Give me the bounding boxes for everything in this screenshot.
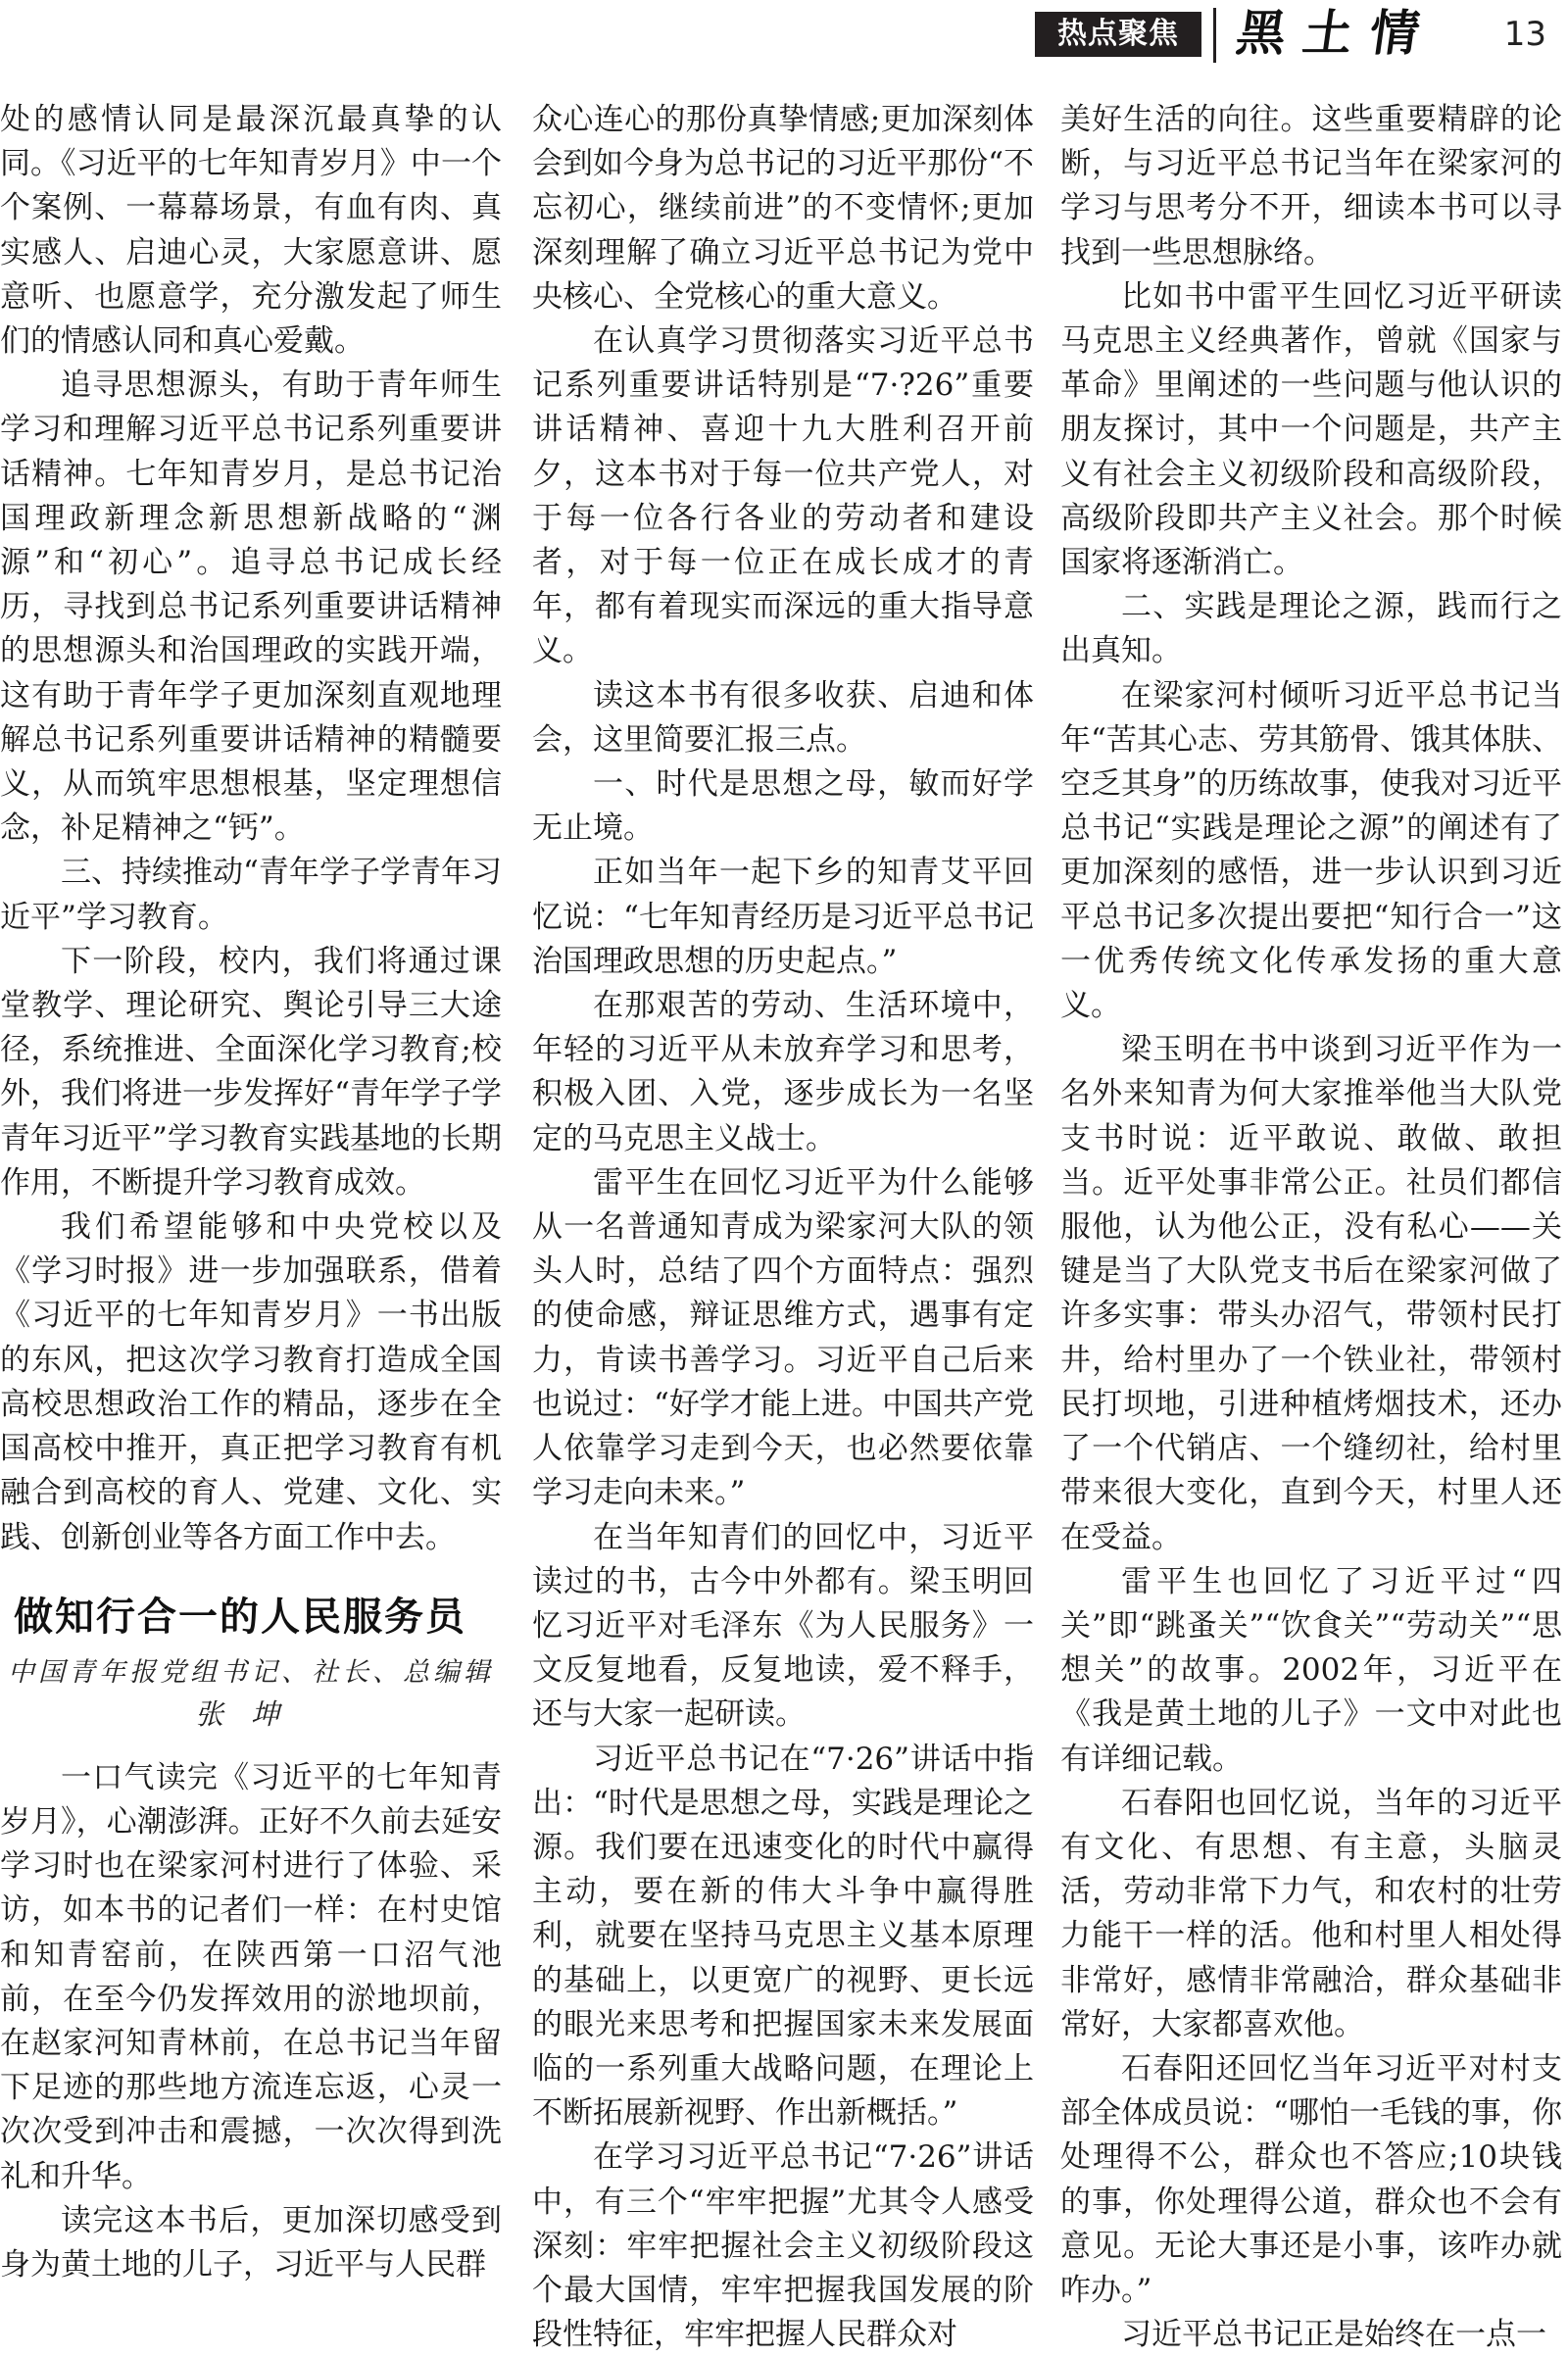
paragraph: 习近平总书记在“7·26”讲话中指出：“时代是思想之母，实践是理论之源。我们要在迅速变化的时代中赢得主动，要在新的伟大斗争中赢得胜利，就要在坚持马克思主义基本原理的基础上，以更宽广的视野、更长远的眼光来思考和把握国家未来发展面临的一系列重大战略问题，在理论上不断拓展新视野、作出新概括。” bbox=[532, 1741, 1034, 2132]
paragraph: 我们希望能够和中央党校以及《学习时报》进一步加强联系，借着《习近平的七年知青岁月》一书出版的东风，把这次学习教育打造成全国高校思想政治工作的精品，逐步在全国高校中推开，真正把学习教育有机融合到高校的育人、党建、文化、实践、创新创业等各方面工作中去。 bbox=[0, 1209, 502, 1555]
paragraph: 一、时代是思想之母，敏而好学无止境。 bbox=[532, 766, 1034, 847]
paragraph: 在当年知青们的回忆中，习近平读过的书，古今中外都有。梁玉明回忆习近平对毛泽东《为人民服务》一文反复地看，反复地读，爱不释手，还与大家一起研读。 bbox=[532, 1519, 1034, 1733]
column-2 bbox=[532, 98, 1034, 2357]
paragraph: 在梁家河村倾听习近平总书记当年“苦其心志、劳其筋骨、饿其体肤、空乏其身”的历练故事，使我对习近平总书记“实践是理论之源”的阐述有了更加深刻的感悟，进一步认识到习近平总书记多次提出要把“知行合一”这一优秀传统文化传承发扬的重大意义。 bbox=[1060, 677, 1562, 1024]
paragraph: 在那艰苦的劳动、生活环境中，年轻的习近平从未放弃学习和思考，积极入团、入党，逐步成长为一名坚定的马克思主义战士。 bbox=[532, 988, 1034, 1156]
page-number: 13 bbox=[1503, 15, 1546, 54]
column-1 bbox=[0, 98, 502, 2287]
paragraph: 石春阳也回忆说，当年的习近平有文化、有思想、有主意，头脑灵活，劳动非常下力气，和农村的壮劳力能干一样的活。他和村里人相处得非常好，感情非常融洽，群众基础非常好，大家都喜欢他。 bbox=[1060, 1785, 1562, 2042]
paragraph: 正如当年一起下乡的知青艾平回忆说：“七年知青经历是习近平总书记治国理政思想的历史起点。” bbox=[532, 855, 1034, 979]
paragraph: 在认真学习贯彻落实习近平总书记系列重要讲话特别是“7·?26”重要讲话精神、喜迎十九大胜利召开前夕，这本书对于每一位共产党人，对于每一位各行各业的劳动者和建设者，对于每一位正在成长成才的青年，都有着现实而深远的重大指导意义。 bbox=[532, 323, 1034, 669]
paragraph: 读完这本书后，更加深切感受到身为黄土地的儿子，习近平与人民群 bbox=[0, 2202, 502, 2283]
paragraph: 读这本书有很多收获、启迪和体会，这里简要汇报三点。 bbox=[532, 677, 1034, 758]
paragraph: 雷平生也回忆了习近平过“四关”即“跳蚤关”“饮食关”“劳动关”“思想关”的故事。2002年，习近平在《我是黄土地的儿子》一文中对此也有详细记载。 bbox=[1060, 1563, 1562, 1777]
paragraph: 三、持续推动“青年学子学青年习近平”学习教育。 bbox=[0, 855, 502, 935]
page-header bbox=[0, 0, 1568, 69]
author-title: 中国青年报党组书记、社长、总编辑 bbox=[8, 1656, 494, 1688]
paragraph: 众心连心的那份真挚情感;更加深刻体会到如今身为总书记的习近平那份“不忘初心，继续前进”的不变情怀;更加深刻理解了确立习近平总书记为党中央核心、全党核心的重大意义。 bbox=[532, 102, 1034, 315]
paragraph: 追寻思想源头，有助于青年师生学习和理解习近平总书记系列重要讲话精神。七年知青岁月，是总书记治国理政新理念新思想新战略的“渊源”和“初心”。追寻总书记成长经历，寻找到总书记系列重要讲话精神的思想源头和治国理政的实践开端，这有助于青年学子更加深刻直观地理解总书记系列重要讲话精神的精髓要义，从而筑牢思想根基，坚定理想信念，补足精神之“钙”。 bbox=[0, 368, 502, 847]
paragraph: 一口气读完《习近平的七年知青岁月》，心潮澎湃。正好不久前去延安学习时也在梁家河村进行了体验、采访，如本书的记者们一样：在村史馆和知青窑前，在陕西第一口沼气池前，在至今仍发挥效用的淤地坝前，在赵家河知青林前，在总书记当年留下足迹的那些地方流连忘返，心灵一次次受到冲击和震撼，一次次得到洗礼和升华。 bbox=[0, 1759, 502, 2194]
paragraph: 石春阳还回忆当年习近平对村支部全体成员说：“哪怕一毛钱的事，你处理得不公，群众也不答应;10块钱的事，你处理得公道，群众也不会有意见。无论大事还是小事，该咋办就咋办。” bbox=[1060, 2050, 1562, 2308]
paragraph: 美好生活的向往。这些重要精辟的论断，与习近平总书记当年在梁家河的学习与思考分不开，细读本书可以寻找到一些思想脉络。 bbox=[1060, 102, 1562, 270]
author-name: 张坤 bbox=[194, 1696, 307, 1731]
paragraph: 习近平总书记正是始终在一点一 bbox=[1121, 2317, 1546, 2353]
section-badge: 热点聚焦 bbox=[1035, 12, 1201, 57]
paragraph: 处的感情认同是最深沉最真挚的认同。《习近平的七年知青岁月》中一个个案例、一幕幕场景，有血有肉、真实感人、启迪心灵，大家愿意讲、愿意听、也愿意学，充分激发起了师生们的情感认同和真心爱戴。 bbox=[0, 102, 502, 360]
paragraph: 雷平生在回忆习近平为什么能够从一名普通知青成为梁家河大队的领头人时，总结了四个方面特点：强烈的使命感，辩证思维方式，遇事有定力，肯读书善学习。习近平自己后来也说过：“好学才能上进。中国共产党人依靠学习走到今天，也必然要依靠学习走向未来。” bbox=[532, 1164, 1034, 1511]
paragraph: 在学习习近平总书记“7·26”讲话中，有三个“牢牢把握”尤其令人感受深刻：牢牢把握社会主义初级阶段这个最大国情，牢牢把握我国发展的阶段性特征，牢牢把握人民群众对 bbox=[532, 2139, 1034, 2353]
column-3 bbox=[1060, 98, 1562, 2357]
paragraph: 比如书中雷平生回忆习近平研读马克思主义经典著作，曾就《国家与革命》里阐述的一些问题与他认识的朋友探讨，其中一个问题是，共产主义有社会主义初级阶段和高级阶段，高级阶段即共产主义社会。那个时候国家将逐渐消亡。 bbox=[1060, 278, 1562, 581]
masthead-logo: 黑土情 bbox=[1232, 4, 1442, 62]
paragraph: 下一阶段，校内，我们将通过课堂教学、理论研究、舆论引导三大途径，系统推进、全面深化学习教育;校外，我们将进一步发挥好“青年学子学青年习近平”学习教育实践基地的长期作用，不断提升学习教育成效。 bbox=[0, 943, 502, 1201]
paragraph: 二、实践是理论之源，践而行之出真知。 bbox=[1060, 589, 1562, 669]
article-headline: 做知行合一的人民服务员 bbox=[14, 1594, 466, 1640]
paragraph: 梁玉明在书中谈到习近平作为一名外来知青为何大家推举他当大队党支书时说：近平敢说、敢做、敢担当。近平处事非常公正。社员们都信服他，认为他公正，没有私心——关键是当了大队党支书后在梁家河做了许多实事：带头办沼气，带领村民打井，给村里办了一个铁业社，带领村民打坝地，引进种植烤烟技术，还办了一个代销店、一个缝纫社，给村里带来很大变化，直到今天，村里人还在受益。 bbox=[1060, 1032, 1562, 1555]
header-divider bbox=[1213, 8, 1216, 63]
